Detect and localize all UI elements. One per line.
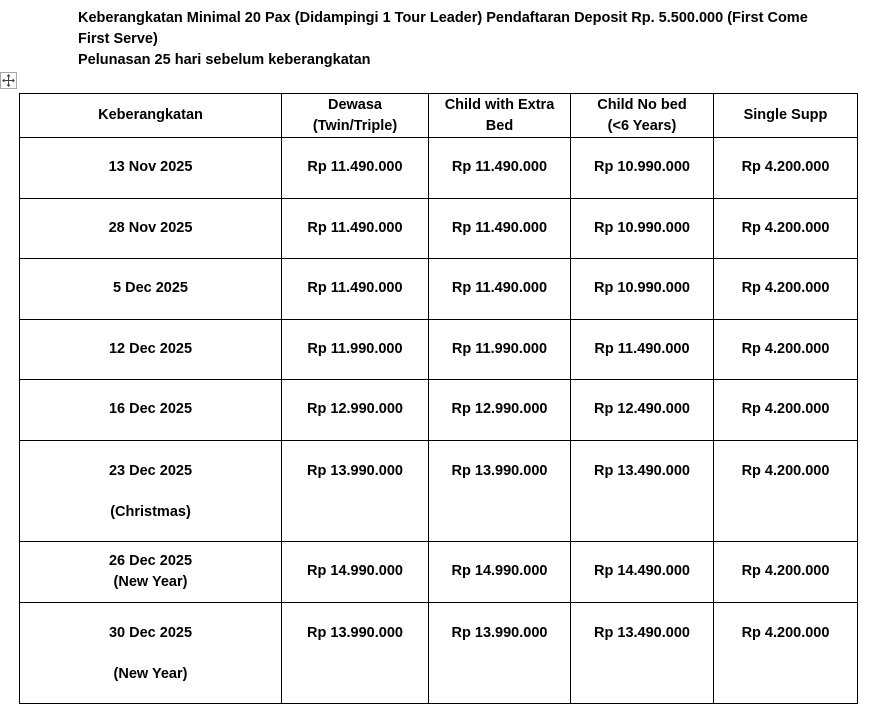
header-extra-bed: Child with Extra Bed [429, 94, 571, 138]
departure-date-text: 23 Dec 2025 [108, 462, 193, 479]
price-table [19, 93, 858, 704]
cell-departure-date: 12 Dec 2025 [20, 319, 282, 380]
cell-extra-bed-price: Rp 13.990.000 [429, 440, 571, 541]
cell-no-bed-price: Rp 13.490.000 [571, 602, 714, 703]
cell-adult-price: Rp 13.990.000 [282, 602, 429, 703]
header-single-supp: Single Supp [714, 94, 858, 138]
departure-date-text: 30 Dec 2025 [108, 624, 193, 641]
cell-extra-bed-price: Rp 11.990.000 [429, 319, 571, 380]
table-row [20, 541, 858, 602]
cell-adult-price: Rp 14.990.000 [282, 541, 429, 602]
cell-single-supp-price: Rp 4.200.000 [714, 198, 858, 259]
table-row [20, 198, 858, 259]
cell-departure-date: 5 Dec 2025 [20, 259, 282, 320]
cell-adult-price: Rp 11.490.000 [282, 198, 429, 259]
table-row [20, 259, 858, 320]
cell-departure-date [20, 541, 282, 602]
departure-note: (New Year) [113, 573, 188, 590]
table-row [20, 138, 858, 199]
cell-departure-date [20, 440, 282, 541]
departure-note: (Christmas) [110, 503, 191, 520]
cell-no-bed-price: Rp 10.990.000 [571, 198, 714, 259]
table-row [20, 319, 858, 380]
cell-extra-bed-price: Rp 12.990.000 [429, 380, 571, 441]
cell-adult-price: Rp 11.990.000 [282, 319, 429, 380]
cell-extra-bed-price: Rp 13.990.000 [429, 602, 571, 703]
cell-single-supp-price: Rp 4.200.000 [714, 541, 858, 602]
cell-single-supp-price: Rp 4.200.000 [714, 319, 858, 380]
header-departure: Keberangkatan [20, 94, 282, 138]
cell-no-bed-price: Rp 11.490.000 [571, 319, 714, 380]
header-no-bed: Child No bed (<6 Years) [571, 94, 714, 138]
move-arrows-icon [2, 74, 15, 87]
departure-date-text: 26 Dec 2025 [108, 552, 193, 569]
cell-no-bed-price: Rp 10.990.000 [571, 138, 714, 199]
intro-text [78, 8, 838, 71]
departure-note: (New Year) [113, 665, 188, 682]
cell-single-supp-price: Rp 4.200.000 [714, 259, 858, 320]
payment-deadline: Pelunasan 25 hari sebelum keberangkatan [78, 52, 371, 68]
cell-single-supp-price: Rp 4.200.000 [714, 440, 858, 541]
cell-no-bed-price: Rp 13.490.000 [571, 440, 714, 541]
cell-departure-date [20, 602, 282, 703]
cell-single-supp-price: Rp 4.200.000 [714, 380, 858, 441]
header-adult: Dewasa (Twin/Triple) [282, 94, 429, 138]
table-row [20, 602, 858, 703]
table-move-handle[interactable] [0, 72, 17, 89]
cell-adult-price: Rp 11.490.000 [282, 259, 429, 320]
cell-single-supp-price: Rp 4.200.000 [714, 602, 858, 703]
cell-departure-date: 13 Nov 2025 [20, 138, 282, 199]
cell-no-bed-price: Rp 12.490.000 [571, 380, 714, 441]
cell-single-supp-price: Rp 4.200.000 [714, 138, 858, 199]
cell-departure-date: 16 Dec 2025 [20, 380, 282, 441]
cell-departure-date: 28 Nov 2025 [20, 198, 282, 259]
cell-extra-bed-price: Rp 11.490.000 [429, 138, 571, 199]
cell-extra-bed-price: Rp 11.490.000 [429, 198, 571, 259]
table-header-row [20, 94, 858, 138]
cell-extra-bed-price: Rp 11.490.000 [429, 259, 571, 320]
table-row [20, 380, 858, 441]
cell-no-bed-price: Rp 14.490.000 [571, 541, 714, 602]
cell-extra-bed-price: Rp 14.990.000 [429, 541, 571, 602]
cell-adult-price: Rp 13.990.000 [282, 440, 429, 541]
deposit-info: Keberangkatan Minimal 20 Pax (Didampingi 1 Tour Leader) Pendaftaran Deposit Rp. 5.500.000 (First Come First Serve) [78, 10, 808, 47]
cell-no-bed-price: Rp 10.990.000 [571, 259, 714, 320]
cell-adult-price: Rp 12.990.000 [282, 380, 429, 441]
table-row [20, 440, 858, 541]
cell-adult-price: Rp 11.490.000 [282, 138, 429, 199]
